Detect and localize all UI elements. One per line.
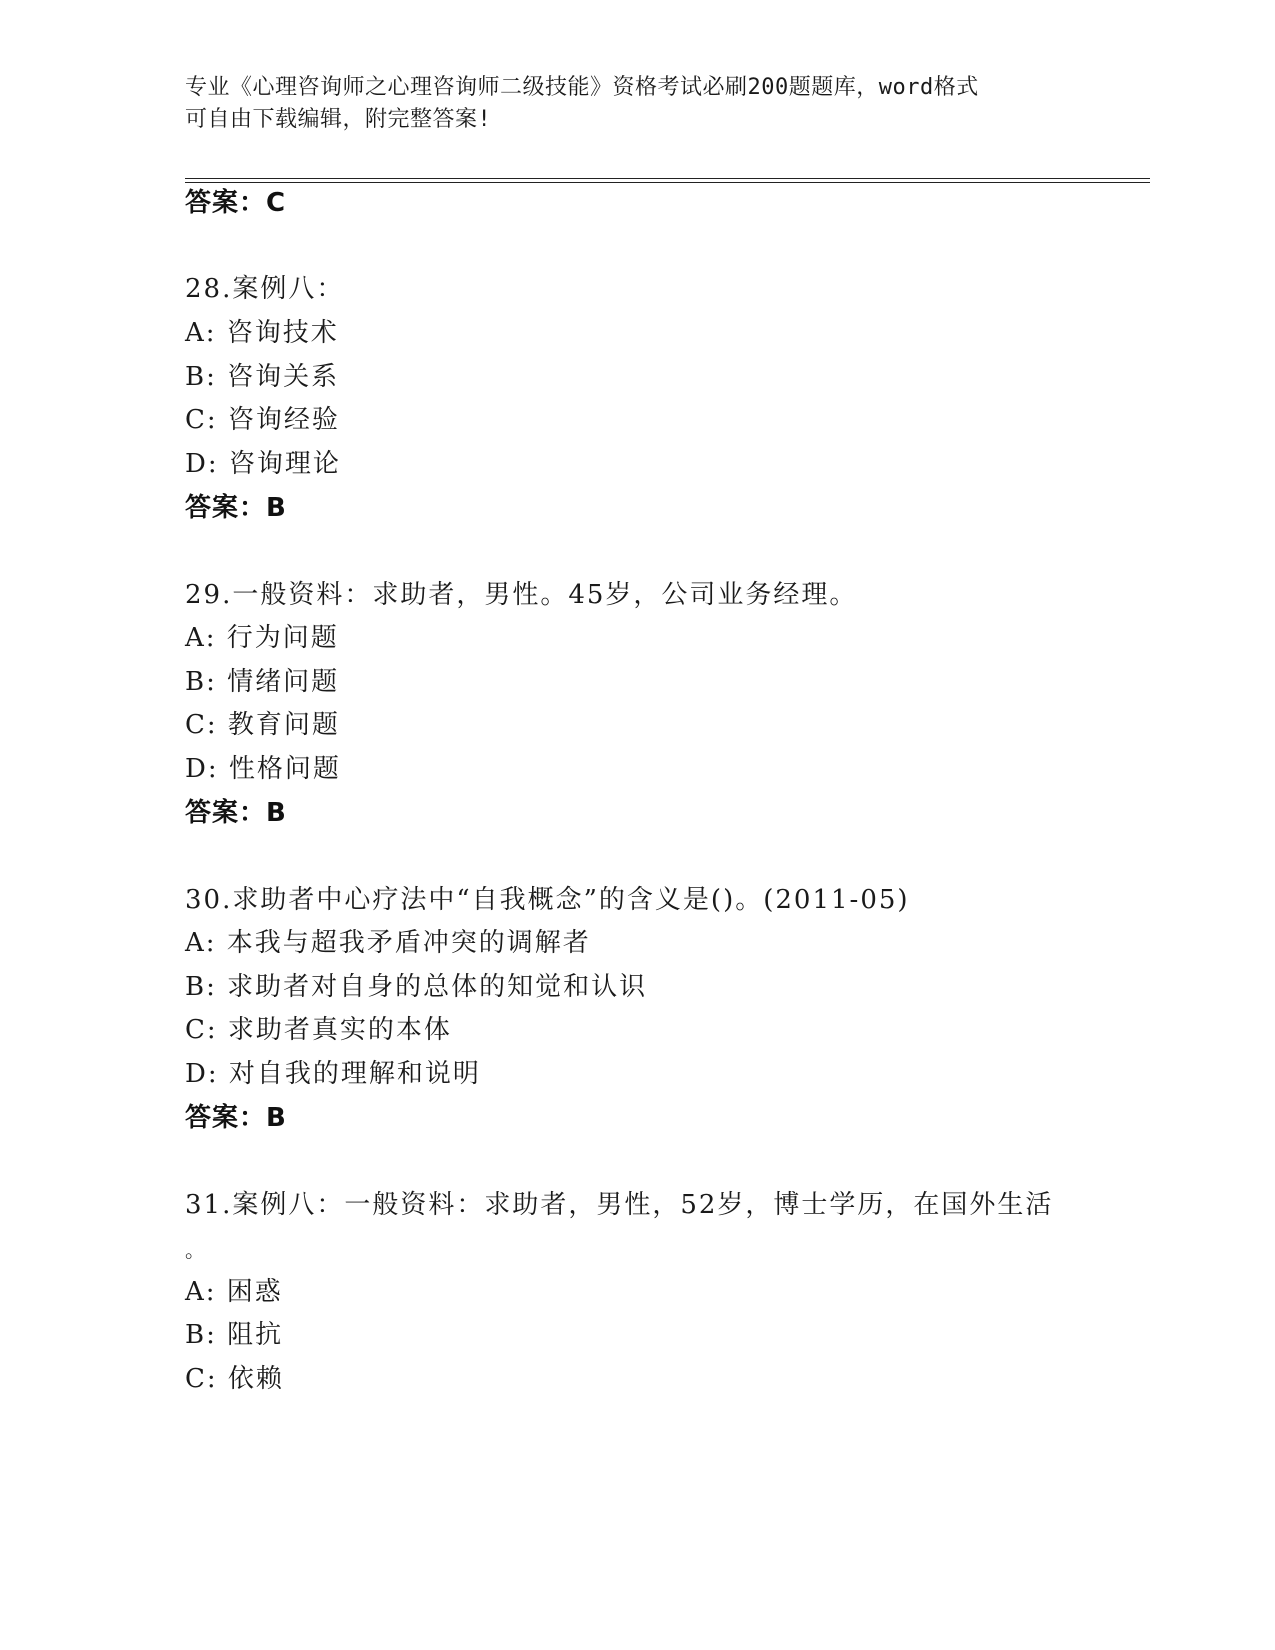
question-29-option-a: A: 行为问题 [185, 623, 339, 653]
header-divider-bottom [185, 182, 1150, 183]
question-29: 29.一般资料：求助者，男性。45岁，公司业务经理。 [185, 580, 858, 610]
header-line-2: 可自由下载编辑，附完整答案! [185, 107, 492, 132]
question-29-option-c: C: 教育问题 [185, 710, 340, 740]
question-29-option-d: D: 性格问题 [185, 754, 341, 784]
answer-prev: 答案：C [185, 188, 287, 218]
question-28-option-d: D: 咨询理论 [185, 449, 341, 479]
question-29-option-b: B: 情绪问题 [185, 667, 340, 697]
header-line-1: 专业《心理咨询师之心理咨询师二级技能》资格考试必刷200题题库，word格式 [185, 75, 979, 100]
question-31-continuation: 。 [185, 1238, 207, 1262]
question-31-option-b: B: 阻抗 [185, 1320, 284, 1350]
question-30-option-a: A: 本我与超我矛盾冲突的调解者 [185, 928, 591, 958]
question-28: 28.案例八： [185, 274, 345, 304]
question-31-option-c: C: 依赖 [185, 1364, 284, 1394]
question-28-option-b: B: 咨询关系 [185, 362, 340, 392]
document-header [185, 72, 1085, 136]
question-31-option-a: A: 困惑 [185, 1277, 283, 1307]
question-28-answer: 答案：B [185, 493, 287, 523]
header-divider-top [185, 178, 1150, 179]
question-30-option-c: C: 求助者真实的本体 [185, 1015, 452, 1045]
question-28-option-c: C: 咨询经验 [185, 405, 340, 435]
question-29-answer: 答案：B [185, 798, 287, 828]
question-30: 30.求助者中心疗法中“自我概念”的含义是()。(2011-05) [185, 885, 910, 915]
question-30-answer: 答案：B [185, 1103, 287, 1133]
question-31: 31.案例八：一般资料：求助者，男性，52岁，博士学历，在国外生活 [185, 1190, 1054, 1220]
question-30-option-d: D: 对自我的理解和说明 [185, 1059, 481, 1089]
question-30-option-b: B: 求助者对自身的总体的知觉和认识 [185, 972, 648, 1002]
question-28-option-a: A: 咨询技术 [185, 318, 339, 348]
